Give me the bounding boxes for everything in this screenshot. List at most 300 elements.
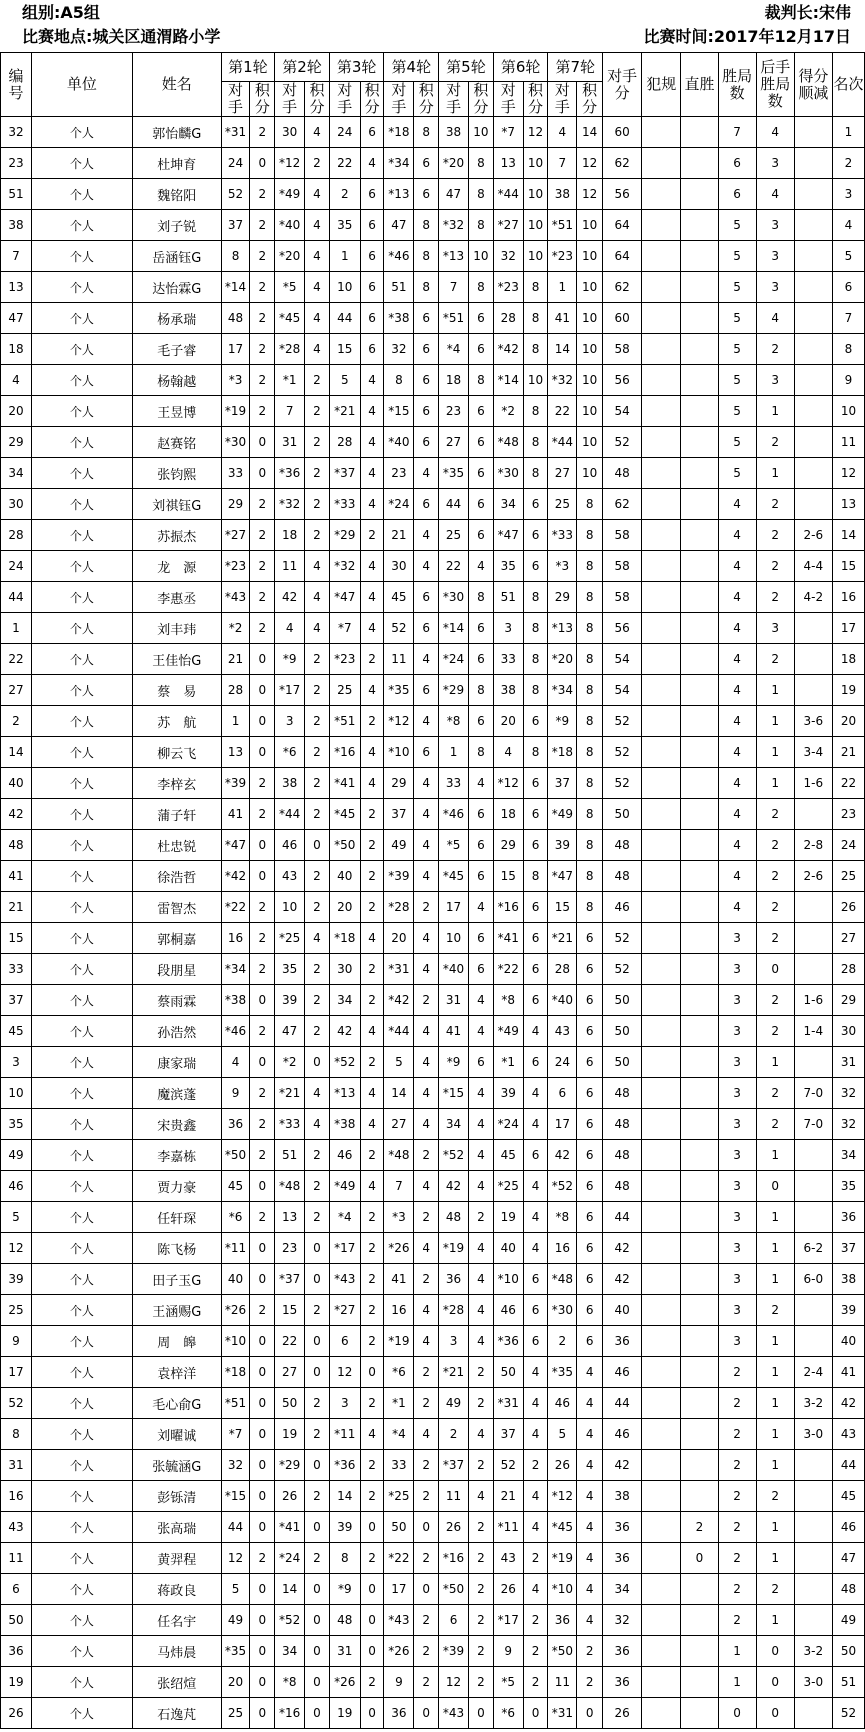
round-header: 第7轮 [548, 53, 603, 82]
cell-round-points: 6 [577, 1016, 603, 1047]
cell-round-opponent: *31 [384, 954, 414, 985]
cell-round-opponent: 48 [439, 1202, 469, 1233]
table-header [1, 53, 865, 117]
cell-second-wins: 0 [756, 1667, 794, 1698]
cell-round-opponent: 14 [548, 334, 577, 365]
cell-round-opponent: *11 [329, 1419, 360, 1450]
cell-opp-score: 62 [603, 272, 642, 303]
cell-round-opponent: 44 [439, 489, 469, 520]
cell-opp-score: 36 [603, 1667, 642, 1698]
cell-foul [642, 1512, 681, 1543]
cell-wins: 4 [718, 892, 756, 923]
cell-round-points: 2 [305, 1388, 330, 1419]
cell-round-points: 4 [414, 551, 439, 582]
cell-name: 王涵赐G [132, 1295, 221, 1326]
cell-opp-score: 56 [603, 613, 642, 644]
cell-round-opponent: 52 [384, 613, 414, 644]
cell-round-points: 6 [469, 644, 494, 675]
cell-number: 25 [1, 1295, 32, 1326]
cell-wins: 4 [718, 675, 756, 706]
cell-round-opponent: 12 [329, 1357, 360, 1388]
cell-round-opponent: 26 [439, 1512, 469, 1543]
cell-second-wins: 1 [756, 458, 794, 489]
cell-wins: 3 [718, 1264, 756, 1295]
cell-unit: 个人 [31, 737, 132, 768]
cell-score-sub [794, 644, 832, 675]
cell-opp-score: 52 [603, 737, 642, 768]
cell-round-opponent: 8 [221, 241, 250, 272]
cell-round-points: 6 [469, 458, 494, 489]
cell-round-points: 2 [469, 1543, 494, 1574]
cell-round-points: 2 [305, 861, 330, 892]
cell-number: 30 [1, 489, 32, 520]
cell-round-points: 2 [414, 1357, 439, 1388]
cell-round-points: 6 [414, 396, 439, 427]
table-row [1, 520, 865, 551]
cell-direct-win [681, 644, 718, 675]
cell-opp-score: 52 [603, 427, 642, 458]
cell-round-points: 4 [523, 1481, 548, 1512]
cell-second-wins: 2 [756, 985, 794, 1016]
cell-round-points: 0 [305, 1047, 330, 1078]
cell-wins: 3 [718, 1202, 756, 1233]
cell-round-points: 2 [469, 1574, 494, 1605]
cell-round-points: 0 [250, 427, 275, 458]
cell-round-points: 4 [523, 1512, 548, 1543]
sub-opponent-header: 对手 [384, 82, 414, 117]
cell-name: 杜坤育 [132, 148, 221, 179]
table-row [1, 1450, 865, 1481]
cell-unit: 个人 [31, 1543, 132, 1574]
cell-round-points: 4 [360, 613, 384, 644]
cell-round-points: 2 [305, 799, 330, 830]
cell-round-opponent: *43 [329, 1264, 360, 1295]
cell-foul [642, 1450, 681, 1481]
cell-round-opponent: *16 [329, 737, 360, 768]
cell-opp-score: 50 [603, 985, 642, 1016]
cell-unit: 个人 [31, 644, 132, 675]
cell-score-sub [794, 427, 832, 458]
cell-score-sub [794, 799, 832, 830]
cell-round-points: 10 [469, 117, 494, 148]
cell-round-opponent: 38 [493, 675, 523, 706]
cell-round-points: 0 [250, 458, 275, 489]
cell-name: 郭怡麟G [132, 117, 221, 148]
cell-round-points: 6 [523, 1140, 548, 1171]
cell-round-opponent: *22 [384, 1543, 414, 1574]
cell-round-points: 0 [250, 1667, 275, 1698]
cell-opp-score: 32 [603, 1605, 642, 1636]
cell-rank: 26 [832, 892, 864, 923]
cell-name: 刘曜诚 [132, 1419, 221, 1450]
cell-round-points: 6 [577, 1264, 603, 1295]
cell-direct-win [681, 1016, 718, 1047]
cell-round-points: 2 [305, 427, 330, 458]
cell-unit: 个人 [31, 799, 132, 830]
cell-round-points: 2 [414, 892, 439, 923]
cell-round-opponent: *25 [275, 923, 305, 954]
cell-name: 岳涵钰G [132, 241, 221, 272]
cell-round-opponent: *1 [275, 365, 305, 396]
cell-name: 毛子睿 [132, 334, 221, 365]
cell-number: 34 [1, 458, 32, 489]
cell-round-points: 4 [414, 861, 439, 892]
cell-round-points: 10 [577, 303, 603, 334]
cell-round-opponent: *40 [384, 427, 414, 458]
cell-round-opponent: 37 [548, 768, 577, 799]
cell-round-points: 4 [523, 1109, 548, 1140]
cell-round-points: 2 [360, 954, 384, 985]
cell-second-wins: 2 [756, 1016, 794, 1047]
cell-second-wins: 2 [756, 861, 794, 892]
cell-direct-win [681, 1047, 718, 1078]
cell-round-points: 6 [523, 799, 548, 830]
cell-round-points: 6 [360, 210, 384, 241]
cell-number: 19 [1, 1667, 32, 1698]
cell-round-points: 4 [469, 1078, 494, 1109]
cell-round-opponent: 37 [493, 1419, 523, 1450]
cell-round-opponent: *24 [439, 644, 469, 675]
cell-round-opponent: 3 [275, 706, 305, 737]
cell-round-opponent: *34 [221, 954, 250, 985]
cell-round-opponent: *35 [221, 1636, 250, 1667]
cell-round-opponent: *23 [329, 644, 360, 675]
cell-round-opponent: *26 [384, 1636, 414, 1667]
cell-round-opponent: 27 [439, 427, 469, 458]
cell-round-points: 0 [305, 1357, 330, 1388]
cell-round-opponent: 29 [384, 768, 414, 799]
cell-round-points: 4 [414, 1233, 439, 1264]
cell-direct-win [681, 179, 718, 210]
cell-round-points: 8 [523, 644, 548, 675]
cell-round-points: 10 [577, 427, 603, 458]
cell-round-opponent: *44 [384, 1016, 414, 1047]
cell-round-points: 4 [469, 1326, 494, 1357]
sub-points-header: 积分 [577, 82, 603, 117]
cell-round-opponent: *40 [439, 954, 469, 985]
table-row [1, 1574, 865, 1605]
cell-round-opponent: *22 [493, 954, 523, 985]
cell-round-points: 2 [250, 520, 275, 551]
cell-wins: 4 [718, 551, 756, 582]
cell-round-opponent: 12 [221, 1543, 250, 1574]
cell-round-opponent: 39 [548, 830, 577, 861]
cell-round-opponent: 30 [329, 954, 360, 985]
cell-round-opponent: *7 [221, 1419, 250, 1450]
cell-round-opponent: *10 [384, 737, 414, 768]
cell-wins: 5 [718, 210, 756, 241]
cell-unit: 个人 [31, 1016, 132, 1047]
cell-round-opponent: 17 [221, 334, 250, 365]
cell-rank: 40 [832, 1326, 864, 1357]
cell-foul [642, 1264, 681, 1295]
cell-round-opponent: *33 [548, 520, 577, 551]
cell-direct-win [681, 1419, 718, 1450]
cell-unit: 个人 [31, 1450, 132, 1481]
cell-round-opponent: *2 [493, 396, 523, 427]
table-row [1, 1667, 865, 1698]
cell-number: 20 [1, 396, 32, 427]
cell-score-sub [794, 1605, 832, 1636]
cell-unit: 个人 [31, 1140, 132, 1171]
cell-round-points: 2 [250, 365, 275, 396]
cell-opp-score: 38 [603, 1481, 642, 1512]
cell-round-opponent: 1 [439, 737, 469, 768]
cell-round-opponent: *32 [439, 210, 469, 241]
table-row [1, 1171, 865, 1202]
cell-round-points: 4 [469, 1481, 494, 1512]
table-row [1, 117, 865, 148]
cell-foul [642, 830, 681, 861]
cell-score-sub: 2-6 [794, 520, 832, 551]
cell-round-points: 8 [523, 303, 548, 334]
cell-name: 张钧熙 [132, 458, 221, 489]
cell-number: 23 [1, 148, 32, 179]
cell-wins: 1 [718, 1636, 756, 1667]
cell-second-wins: 3 [756, 613, 794, 644]
cell-name: 王昱博 [132, 396, 221, 427]
cell-opp-score: 46 [603, 1357, 642, 1388]
cell-round-opponent: 32 [384, 334, 414, 365]
cell-round-points: 4 [305, 613, 330, 644]
col-foul: 犯规 [642, 53, 681, 117]
cell-wins: 5 [718, 458, 756, 489]
cell-round-points: 6 [577, 1202, 603, 1233]
cell-round-opponent: 14 [329, 1481, 360, 1512]
cell-round-points: 0 [250, 1574, 275, 1605]
cell-round-opponent: 15 [493, 861, 523, 892]
col-second-wins: 后手胜局数 [756, 53, 794, 117]
cell-round-points: 4 [305, 334, 330, 365]
cell-opp-score: 52 [603, 706, 642, 737]
cell-foul [642, 1140, 681, 1171]
col-rank: 名次 [832, 53, 864, 117]
cell-name: 魏铭阳 [132, 179, 221, 210]
cell-round-points: 4 [414, 1326, 439, 1357]
cell-unit: 个人 [31, 1047, 132, 1078]
cell-score-sub: 2-8 [794, 830, 832, 861]
cell-foul [642, 1202, 681, 1233]
cell-round-points: 2 [360, 861, 384, 892]
cell-round-points: 4 [469, 1109, 494, 1140]
cell-round-opponent: 20 [384, 923, 414, 954]
cell-round-opponent: 35 [493, 551, 523, 582]
cell-round-opponent: *17 [493, 1605, 523, 1636]
cell-wins: 3 [718, 985, 756, 1016]
cell-round-opponent: *30 [548, 1295, 577, 1326]
cell-foul [642, 799, 681, 830]
cell-round-opponent: 25 [329, 675, 360, 706]
cell-score-sub: 3-0 [794, 1667, 832, 1698]
cell-round-points: 2 [250, 489, 275, 520]
cell-round-opponent: 28 [548, 954, 577, 985]
cell-round-opponent: 4 [548, 117, 577, 148]
cell-score-sub [794, 1326, 832, 1357]
cell-round-opponent: 45 [493, 1140, 523, 1171]
cell-direct-win [681, 737, 718, 768]
cell-number: 12 [1, 1233, 32, 1264]
cell-number: 42 [1, 799, 32, 830]
cell-round-opponent: 26 [548, 1450, 577, 1481]
cell-round-opponent: *38 [384, 303, 414, 334]
cell-name: 段朋星 [132, 954, 221, 985]
cell-round-opponent: *33 [329, 489, 360, 520]
cell-round-opponent: *29 [329, 520, 360, 551]
cell-round-opponent: 41 [439, 1016, 469, 1047]
cell-round-points: 6 [414, 675, 439, 706]
cell-round-opponent: 49 [221, 1605, 250, 1636]
venue-label: 比赛地点:城关区通渭路小学 [22, 27, 221, 46]
cell-round-points: 6 [469, 830, 494, 861]
cell-round-points: 4 [469, 551, 494, 582]
cell-rank: 19 [832, 675, 864, 706]
cell-rank: 45 [832, 1481, 864, 1512]
cell-round-points: 10 [577, 272, 603, 303]
cell-round-points: 8 [577, 706, 603, 737]
cell-round-opponent: *37 [329, 458, 360, 489]
cell-direct-win [681, 365, 718, 396]
cell-round-opponent: 26 [275, 1481, 305, 1512]
cell-second-wins: 2 [756, 892, 794, 923]
cell-round-opponent: *10 [221, 1326, 250, 1357]
cell-round-points: 8 [577, 520, 603, 551]
cell-round-points: 0 [250, 1388, 275, 1419]
cell-round-points: 4 [523, 1171, 548, 1202]
cell-round-points: 2 [360, 1047, 384, 1078]
table-row [1, 675, 865, 706]
cell-round-opponent: *17 [329, 1233, 360, 1264]
cell-round-points: 4 [469, 768, 494, 799]
cell-round-points: 4 [360, 551, 384, 582]
cell-foul [642, 1047, 681, 1078]
table-row [1, 768, 865, 799]
cell-round-points: 4 [360, 489, 384, 520]
cell-direct-win [681, 1481, 718, 1512]
cell-foul [642, 1016, 681, 1047]
cell-round-opponent: *40 [548, 985, 577, 1016]
cell-round-points: 2 [305, 737, 330, 768]
cell-unit: 个人 [31, 1698, 132, 1729]
cell-round-points: 0 [305, 830, 330, 861]
cell-round-points: 0 [360, 1574, 384, 1605]
cell-round-points: 4 [360, 675, 384, 706]
cell-round-points: 10 [577, 396, 603, 427]
cell-round-points: 2 [305, 768, 330, 799]
cell-round-opponent: 29 [493, 830, 523, 861]
cell-round-points: 4 [414, 1171, 439, 1202]
cell-opp-score: 64 [603, 210, 642, 241]
cell-foul [642, 303, 681, 334]
cell-round-points: 4 [469, 1295, 494, 1326]
cell-wins: 3 [718, 1016, 756, 1047]
cell-round-opponent: *12 [384, 706, 414, 737]
cell-rank: 50 [832, 1636, 864, 1667]
cell-second-wins: 0 [756, 1171, 794, 1202]
cell-round-points: 4 [577, 1419, 603, 1450]
cell-unit: 个人 [31, 985, 132, 1016]
cell-round-points: 2 [250, 1078, 275, 1109]
cell-name: 柳云飞 [132, 737, 221, 768]
table-row [1, 148, 865, 179]
cell-number: 28 [1, 520, 32, 551]
cell-round-points: 2 [250, 272, 275, 303]
cell-wins: 7 [718, 117, 756, 148]
col-score-sub: 得分顺减 [794, 53, 832, 117]
cell-second-wins: 1 [756, 1605, 794, 1636]
cell-round-opponent: *4 [439, 334, 469, 365]
cell-round-points: 8 [523, 396, 548, 427]
cell-score-sub: 7-0 [794, 1078, 832, 1109]
cell-round-points: 8 [523, 427, 548, 458]
referee-label: 裁判长:宋伟 [764, 3, 851, 22]
table-row [1, 334, 865, 365]
cell-round-opponent: 25 [221, 1698, 250, 1729]
cell-round-opponent: *19 [439, 1233, 469, 1264]
cell-round-opponent: 51 [384, 272, 414, 303]
cell-number: 44 [1, 582, 32, 613]
cell-number: 6 [1, 1574, 32, 1605]
cell-round-opponent: 21 [384, 520, 414, 551]
cell-opp-score: 44 [603, 1202, 642, 1233]
cell-round-points: 4 [305, 1109, 330, 1140]
cell-round-opponent: 5 [384, 1047, 414, 1078]
cell-round-opponent: 2 [329, 179, 360, 210]
cell-rank: 4 [832, 210, 864, 241]
cell-foul [642, 737, 681, 768]
cell-number: 31 [1, 1450, 32, 1481]
cell-round-opponent: *44 [493, 179, 523, 210]
cell-unit: 个人 [31, 923, 132, 954]
cell-score-sub [794, 1512, 832, 1543]
cell-wins: 4 [718, 644, 756, 675]
cell-round-opponent: 37 [221, 210, 250, 241]
cell-foul [642, 613, 681, 644]
table-row [1, 1047, 865, 1078]
cell-round-opponent: *2 [221, 613, 250, 644]
cell-number: 4 [1, 365, 32, 396]
cell-round-points: 0 [250, 1698, 275, 1729]
cell-rank: 32 [832, 1109, 864, 1140]
cell-round-opponent: 20 [493, 706, 523, 737]
cell-round-opponent: *19 [548, 1543, 577, 1574]
cell-foul [642, 1574, 681, 1605]
cell-round-opponent: *48 [493, 427, 523, 458]
cell-second-wins: 2 [756, 830, 794, 861]
cell-round-opponent: *29 [275, 1450, 305, 1481]
cell-number: 13 [1, 272, 32, 303]
cell-round-points: 6 [469, 1047, 494, 1078]
cell-round-points: 8 [577, 551, 603, 582]
cell-round-opponent: *42 [493, 334, 523, 365]
cell-round-points: 2 [414, 1667, 439, 1698]
cell-round-points: 4 [360, 737, 384, 768]
cell-name: 毛心俞G [132, 1388, 221, 1419]
cell-rank: 42 [832, 1388, 864, 1419]
cell-round-opponent: *39 [221, 768, 250, 799]
cell-round-opponent: 41 [221, 799, 250, 830]
cell-round-points: 4 [577, 1357, 603, 1388]
cell-unit: 个人 [31, 768, 132, 799]
cell-round-points: 2 [414, 1388, 439, 1419]
cell-round-opponent: 10 [329, 272, 360, 303]
cell-round-points: 6 [360, 241, 384, 272]
cell-wins: 2 [718, 1388, 756, 1419]
cell-second-wins: 2 [756, 1481, 794, 1512]
cell-name: 蒲子轩 [132, 799, 221, 830]
cell-round-opponent: *45 [548, 1512, 577, 1543]
cell-round-opponent: 42 [548, 1140, 577, 1171]
cell-foul [642, 427, 681, 458]
